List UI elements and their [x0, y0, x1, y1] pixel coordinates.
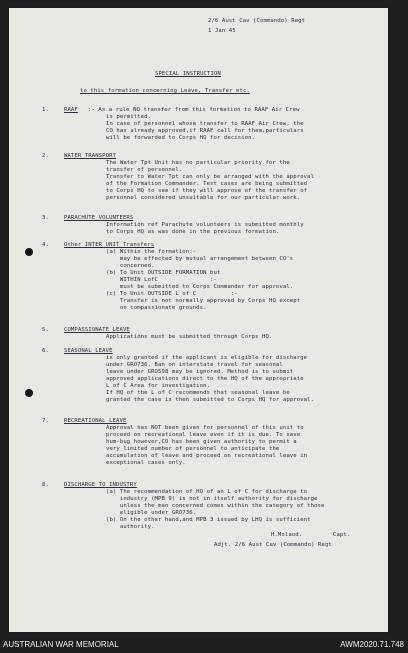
header-date: 1 Jan 45: [208, 28, 236, 34]
section-line: very limited number of personnel to anticipate the: [106, 446, 280, 452]
section-line: personnel considered unsuitable for our particular work.: [106, 195, 301, 201]
archive-name: AUSTRALIAN WAR MEMORIAL: [3, 640, 119, 649]
section-line: industry (MPB 9) is not in itself authority for discharge: [106, 496, 318, 502]
section-line: Applications must be submitted through Corps HQ.: [106, 334, 273, 340]
section-line: on compassionate grounds.: [106, 305, 207, 311]
section-line: (b) To Unit OUTSIDE FORMATION but: [106, 270, 221, 276]
section-line: under GRO736. Ban on interstate travel for seasonal: [106, 362, 283, 368]
section-number: 2.: [42, 153, 49, 159]
archive-footer: [0, 637, 408, 653]
section-number: 1.: [42, 107, 49, 113]
signature-name: H.Molaod.: [271, 532, 303, 538]
section-line: eligible under GRO736.: [106, 510, 197, 516]
section-line: Information ref Parachute volunteers is submitted monthly: [106, 222, 304, 228]
section-line: (c) To Unit OUTSIDE L of C :-: [106, 291, 238, 297]
section-line: accumulation of leave and proceed on recreational leave in: [106, 453, 308, 459]
section-line: must be submitted to Corps Commander for approval.: [106, 284, 294, 290]
section-line: Approval has NOT been given for personnel of this unit to: [106, 425, 304, 431]
section-heading: SEASONAL LEAVE: [64, 348, 113, 354]
document-subtitle: to this formation concerning Leave, Transfer etc.: [80, 88, 250, 94]
section-line: transfer of personnel.: [106, 167, 183, 173]
section-heading: PARACHUTE VOLUNTEERS: [64, 215, 134, 221]
section-heading: RAAF: [64, 107, 78, 113]
section-number: 3.: [42, 215, 49, 221]
section-line: In case of personnel whose transfer to RAAF Air Crew, the: [106, 121, 304, 127]
section-line: is only granted if the applicant is eligible for discharge: [106, 355, 308, 361]
section-line: concerned.: [106, 263, 155, 269]
section-line: of the Formation Commander. Test cases are being submitted: [106, 181, 308, 187]
punch-hole-bottom: [25, 389, 33, 397]
section-line: approved applications direct to the HQ of the appropriate: [106, 376, 304, 382]
section-number: 4.: [42, 242, 49, 248]
section-line: unless the man concerned comes within the category of those: [106, 503, 325, 509]
punch-hole-top: [25, 248, 33, 256]
section-number: 6.: [42, 348, 49, 354]
header-unit: 2/6 Aust Cav (Commando) Regt: [208, 18, 306, 24]
section-heading: Other INTER UNIT Transfers: [64, 242, 155, 248]
section-number: 8.: [42, 482, 49, 488]
section-line: (b) On the other hand,and MPB 3 issued by LHQ is sufficient: [106, 517, 311, 523]
section-line: hum-bug however,CO has been given authority to permit a: [106, 439, 297, 445]
document-title: SPECIAL INSTRUCTION: [155, 71, 221, 77]
section-number: 5.: [42, 327, 49, 333]
section-line: authority.: [106, 524, 155, 530]
section-line: Transfer is not normally approved by Corps HQ except: [106, 298, 301, 304]
section-line: (a) The recommendation of HQ of an L of C for discharge to: [106, 489, 308, 495]
section-line: to Corps HQ to see if they will approve of the transfer of: [106, 188, 308, 194]
document-sheet: [9, 8, 388, 632]
section-heading: COMPASSIONATE LEAVE: [64, 327, 130, 333]
section-heading: WATER TRANSPORT: [64, 153, 117, 159]
section-line: will be forwarded to Corps HQ for decision.: [106, 135, 256, 141]
section-heading: RECREATIONAL LEAVE: [64, 418, 127, 424]
section-line: is permitted.: [106, 114, 152, 120]
section-line: L of C Area for investigation.: [106, 383, 211, 389]
section-line: exceptional cases only.: [106, 460, 186, 466]
section-line: granted the case is then submitted to Corps HQ for approval.: [106, 397, 315, 403]
section-line: WITHIN LofC :-: [106, 277, 217, 283]
signature-rank: Capt.: [333, 532, 351, 538]
section-line: leave under GRO598 may be ignored. Method is to submit: [106, 369, 294, 375]
section-line: :- As a rule NO transfer from this formation to RAAF Air Crew: [88, 107, 300, 113]
section-heading: DISCHARGE TO INDUSTRY: [64, 482, 137, 488]
section-line: to Corps HQ as was done in the previous formation.: [106, 229, 280, 235]
section-line: proceed on recreational leave even if it is due. To save: [106, 432, 301, 438]
section-line: may be effected by mutual arrangement between CO's: [106, 256, 294, 262]
section-line: The Water Tpt Unit has no particular priority for the: [106, 160, 290, 166]
section-line: CO has already approved,if RAAF call for them,particulars: [106, 128, 304, 134]
archive-reference: AWM2020.71.748: [340, 640, 404, 649]
signature-position: Adjt. 2/6 Aust Cav (Commando) Regt: [214, 542, 332, 548]
section-number: 7.: [42, 418, 49, 424]
section-line: Transfer to Water Tpt can only be arranged with the approval: [106, 174, 315, 180]
section-line: If HQ of the L of C recommends that seasonal leave be: [106, 390, 290, 396]
section-line: (a) Within the formation:-: [106, 249, 197, 255]
